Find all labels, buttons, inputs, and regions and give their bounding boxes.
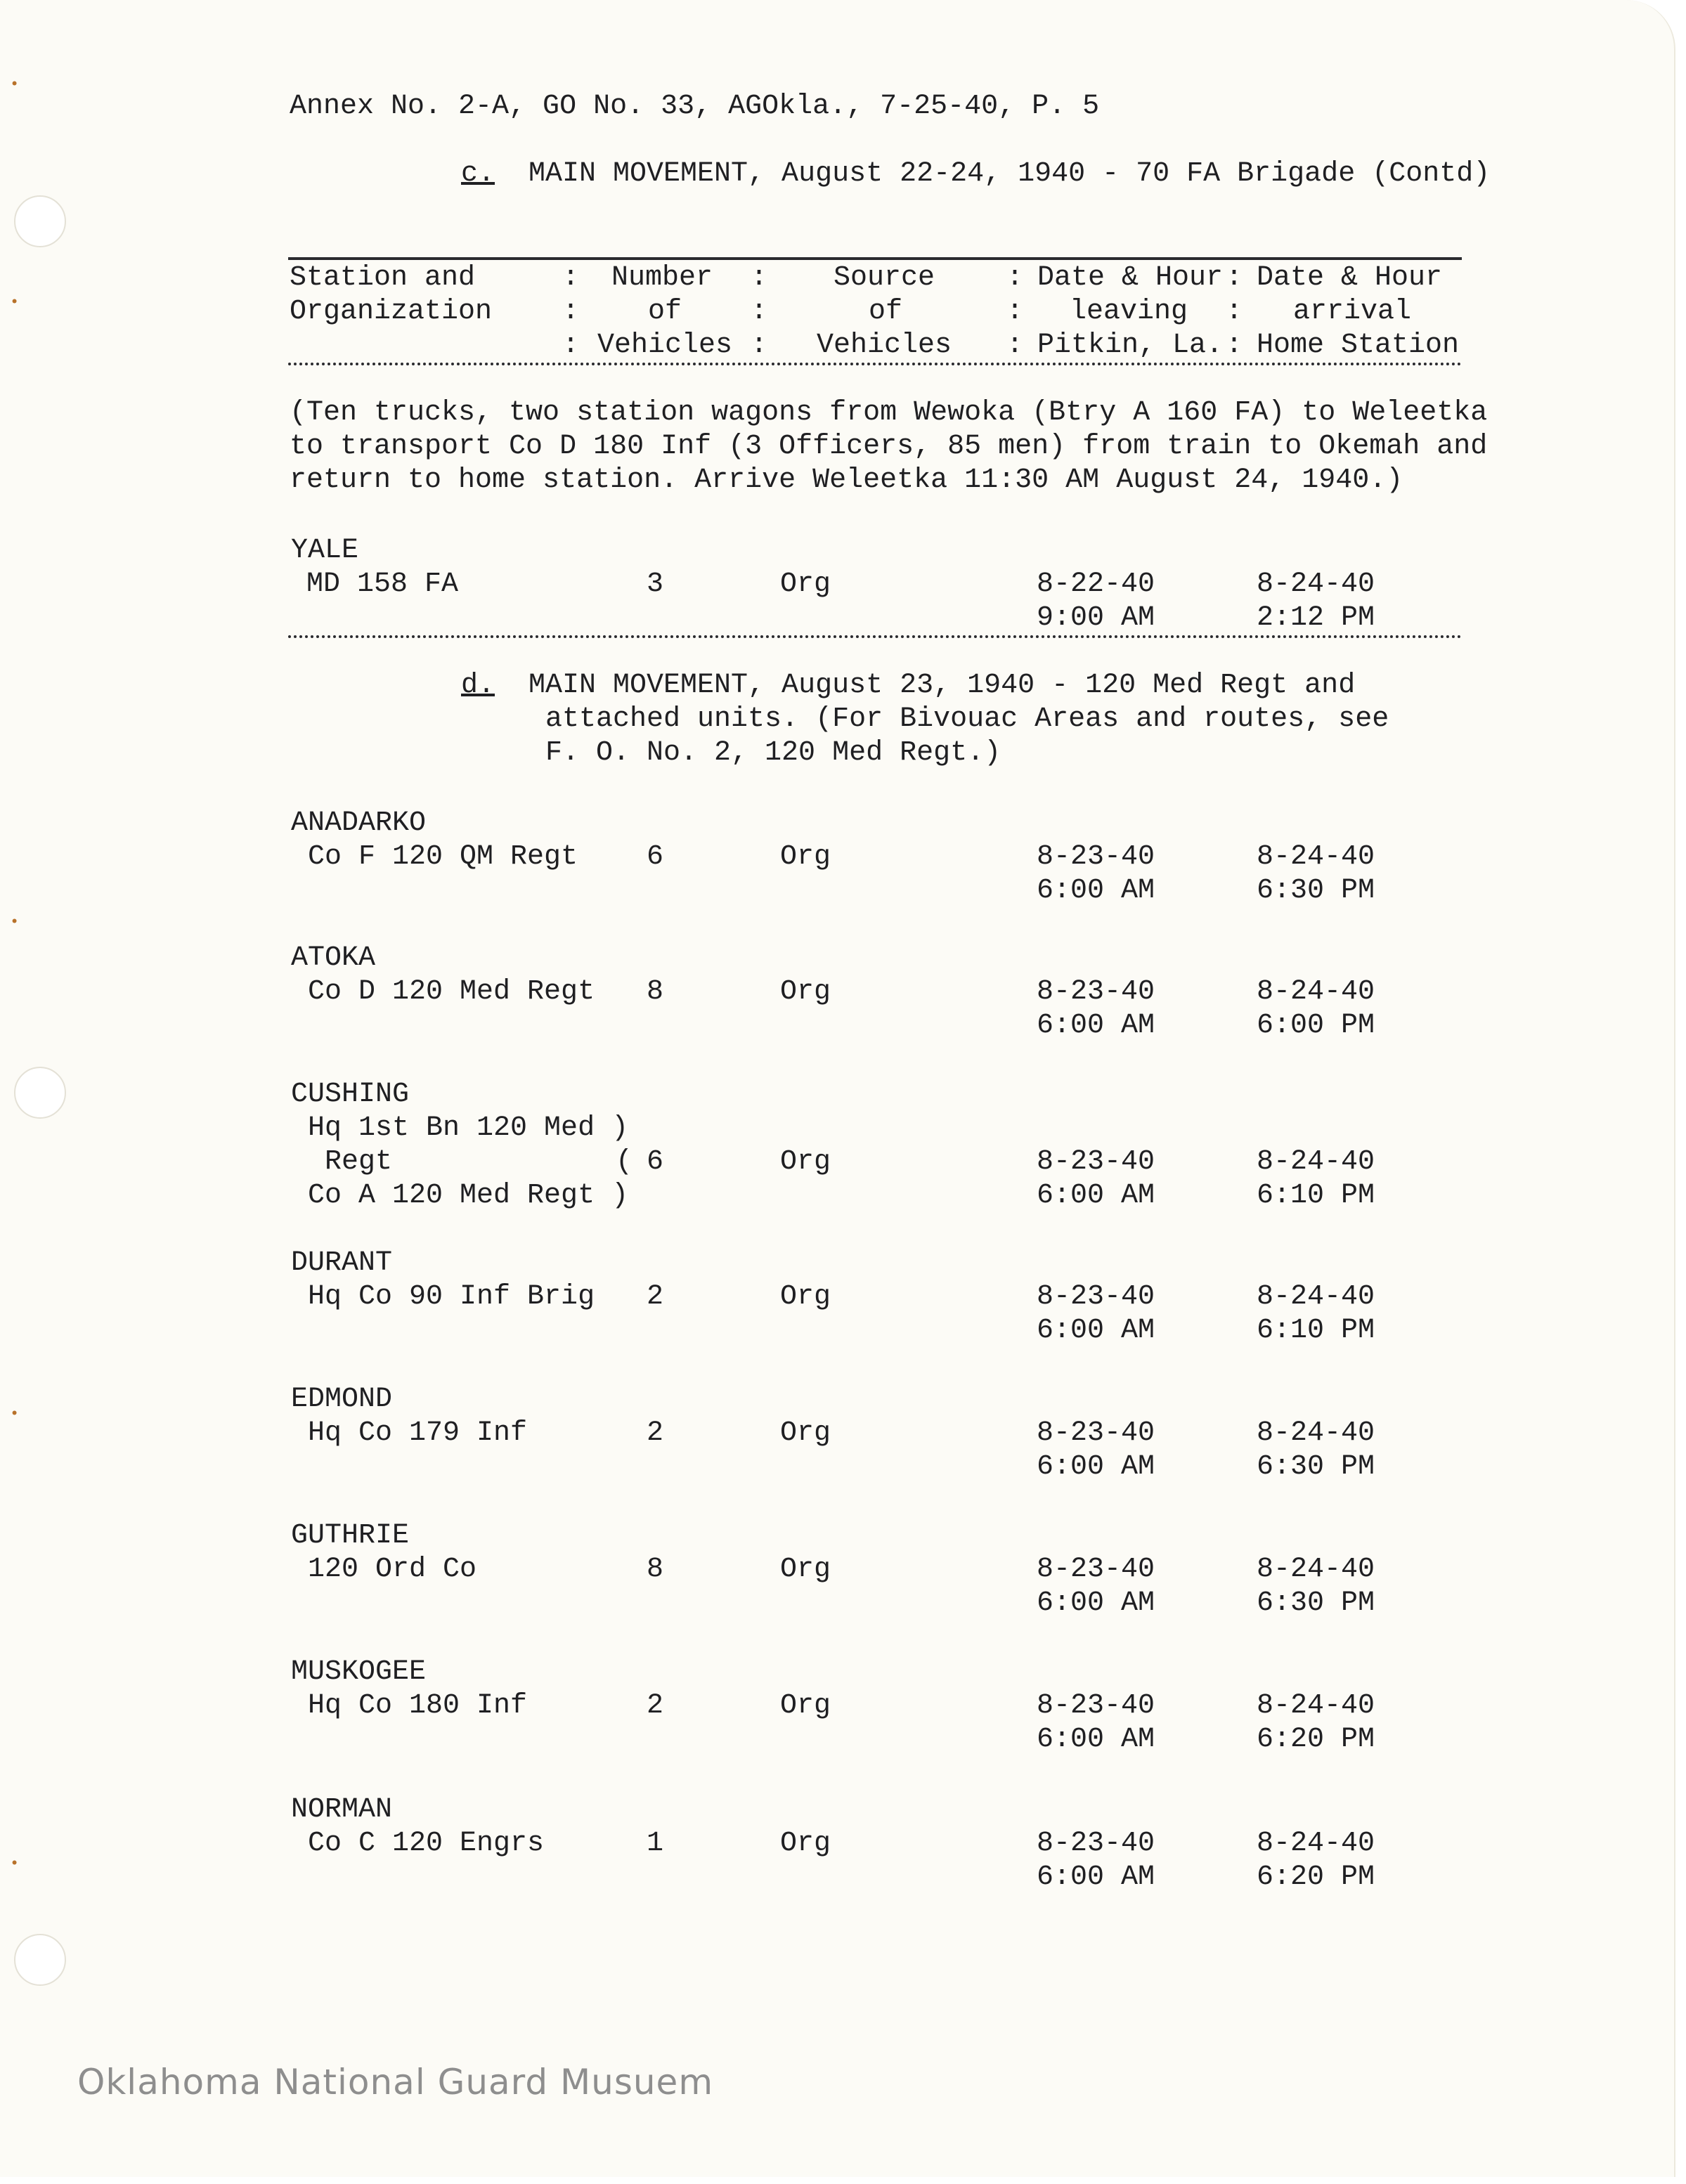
arrival-time: 2:12 PM bbox=[1257, 602, 1375, 634]
organization: MD 158 FA bbox=[306, 568, 459, 600]
leave-date: 8-23-40 bbox=[1037, 1146, 1155, 1178]
leave-date: 8-23-40 bbox=[1037, 1690, 1155, 1722]
section-d-line: MAIN MOVEMENT, August 23, 1940 - 120 Med Regt and bbox=[529, 670, 1356, 701]
station-name: CUSHING bbox=[291, 1079, 410, 1110]
header-colon: : bbox=[1226, 296, 1243, 327]
arrival-time: 6:20 PM bbox=[1257, 1724, 1375, 1755]
vehicle-count: 3 bbox=[647, 568, 664, 600]
organization: Hq Co 180 Inf bbox=[308, 1690, 528, 1722]
header-vehicles-line3: Vehicles bbox=[597, 330, 733, 361]
vehicle-source: Org bbox=[780, 1828, 831, 1859]
arrival-time: 6:30 PM bbox=[1257, 875, 1375, 906]
station-name: MUSKOGEE bbox=[291, 1656, 427, 1688]
paper-speck: • bbox=[10, 294, 20, 311]
leave-time: 6:00 AM bbox=[1037, 1315, 1155, 1346]
leave-date: 8-23-40 bbox=[1037, 976, 1155, 1008]
section-d-letter: d. bbox=[461, 670, 495, 701]
leave-date: 8-23-40 bbox=[1037, 841, 1155, 873]
section-c-title: MAIN MOVEMENT, August 22-24, 1940 - 70 FA Brigade (Contd) bbox=[529, 158, 1491, 190]
header-bottom-rule bbox=[288, 363, 1462, 365]
header-leaving-line2: leaving bbox=[1070, 296, 1188, 327]
vehicle-count: 6 bbox=[647, 841, 664, 873]
header-colon: : bbox=[1006, 330, 1024, 361]
header-vehicles-line1: Number bbox=[611, 262, 713, 294]
leave-time: 6:00 AM bbox=[1037, 1861, 1155, 1893]
header-colon: : bbox=[562, 330, 580, 361]
header-colon: : bbox=[1006, 296, 1024, 327]
note-line: (Ten trucks, two station wagons from Wewoka (Btry A 160 FA) to Weleetka bbox=[290, 397, 1488, 429]
station-name: GUTHRIE bbox=[291, 1520, 410, 1552]
organization: 120 Ord Co bbox=[308, 1554, 477, 1585]
punch-hole bbox=[14, 1934, 66, 1986]
note-line: return to home station. Arrive Weleetka 11:30 AM August 24, 1940.) bbox=[290, 464, 1403, 496]
header-source-line2: of bbox=[869, 296, 903, 327]
organization: Co F 120 QM Regt bbox=[308, 841, 578, 873]
vehicle-source: Org bbox=[780, 841, 831, 873]
station-name: EDMOND bbox=[291, 1384, 393, 1415]
arrival-time: 6:30 PM bbox=[1257, 1587, 1375, 1619]
museum-watermark: Oklahoma National Guard Musuem bbox=[77, 2062, 714, 2102]
station-name: DURANT bbox=[291, 1247, 393, 1279]
arrival-time: 6:30 PM bbox=[1257, 1451, 1375, 1483]
arrival-date: 8-24-40 bbox=[1257, 568, 1375, 600]
header-arrival-line1: Date & Hour bbox=[1257, 262, 1443, 294]
vehicle-source: Org bbox=[780, 1554, 831, 1585]
arrival-date: 8-24-40 bbox=[1257, 1417, 1375, 1449]
vehicle-count: 2 bbox=[647, 1281, 664, 1313]
paper-speck: • bbox=[10, 76, 20, 93]
bracket: ( bbox=[616, 1146, 633, 1178]
leave-date: 8-22-40 bbox=[1037, 568, 1155, 600]
leave-date: 8-23-40 bbox=[1037, 1828, 1155, 1859]
section-d-line: attached units. (For Bivouac Areas and routes, see bbox=[545, 703, 1389, 735]
header-station-line2: Organization bbox=[290, 296, 493, 327]
arrival-time: 6:00 PM bbox=[1257, 1010, 1375, 1041]
leave-date: 8-23-40 bbox=[1037, 1417, 1155, 1449]
vehicle-source: Org bbox=[780, 1281, 831, 1313]
arrival-date: 8-24-40 bbox=[1257, 976, 1375, 1008]
header-leaving-line1: Date & Hour bbox=[1037, 262, 1224, 294]
vehicle-source: Org bbox=[780, 1146, 831, 1178]
arrival-time: 6:10 PM bbox=[1257, 1315, 1375, 1346]
header-top-rule bbox=[288, 257, 1462, 260]
annex-reference: Annex No. 2-A, GO No. 33, AGOkla., 7-25-40, P. 5 bbox=[290, 91, 1100, 122]
station-name: YALE bbox=[291, 535, 359, 566]
leave-time: 6:00 AM bbox=[1037, 1587, 1155, 1619]
station-name: NORMAN bbox=[291, 1794, 393, 1826]
organization: Regt bbox=[325, 1146, 393, 1178]
header-station-line1: Station and bbox=[290, 262, 476, 294]
header-source-line1: Source bbox=[834, 262, 935, 294]
arrival-time: 6:10 PM bbox=[1257, 1180, 1375, 1211]
leave-date: 8-23-40 bbox=[1037, 1281, 1155, 1313]
leave-time: 6:00 AM bbox=[1037, 1180, 1155, 1211]
arrival-date: 8-24-40 bbox=[1257, 1690, 1375, 1722]
leave-date: 8-23-40 bbox=[1037, 1554, 1155, 1585]
arrival-date: 8-24-40 bbox=[1257, 1281, 1375, 1313]
leave-time: 6:00 AM bbox=[1037, 1724, 1155, 1755]
header-colon: : bbox=[751, 262, 768, 294]
header-leaving-line3: Pitkin, La. bbox=[1037, 330, 1224, 361]
header-colon: : bbox=[751, 330, 768, 361]
vehicle-source: Org bbox=[780, 1417, 831, 1449]
leave-time: 9:00 AM bbox=[1037, 602, 1155, 634]
organization: Hq 1st Bn 120 Med ) bbox=[308, 1112, 629, 1144]
header-arrival-line2: arrival bbox=[1293, 296, 1412, 327]
organization: Hq Co 179 Inf bbox=[308, 1417, 528, 1449]
leave-time: 6:00 AM bbox=[1037, 875, 1155, 906]
header-colon: : bbox=[562, 262, 580, 294]
header-source-line3: Vehicles bbox=[817, 330, 952, 361]
header-vehicles-line2: of bbox=[648, 296, 682, 327]
vehicle-count: 8 bbox=[647, 1554, 664, 1585]
organization: Co A 120 Med Regt ) bbox=[308, 1180, 629, 1211]
vehicle-count: 1 bbox=[647, 1828, 664, 1859]
leave-time: 6:00 AM bbox=[1037, 1451, 1155, 1483]
station-name: ATOKA bbox=[291, 942, 376, 974]
note-line: to transport Co D 180 Inf (3 Officers, 85 men) from train to Okemah and bbox=[290, 431, 1488, 462]
section-divider-rule bbox=[288, 635, 1462, 638]
punch-hole bbox=[14, 1067, 66, 1119]
header-colon: : bbox=[562, 296, 580, 327]
paper-speck: • bbox=[10, 1855, 20, 1873]
header-colon: : bbox=[1226, 330, 1243, 361]
arrival-date: 8-24-40 bbox=[1257, 841, 1375, 873]
header-colon: : bbox=[1006, 262, 1024, 294]
header-colon: : bbox=[1226, 262, 1243, 294]
vehicle-count: 8 bbox=[647, 976, 664, 1008]
station-name: ANADARKO bbox=[291, 807, 427, 839]
punch-hole bbox=[14, 195, 66, 247]
arrival-date: 8-24-40 bbox=[1257, 1554, 1375, 1585]
organization: Co C 120 Engrs bbox=[308, 1828, 545, 1859]
arrival-time: 6:20 PM bbox=[1257, 1861, 1375, 1893]
vehicle-count: 2 bbox=[647, 1690, 664, 1722]
header-arrival-line3: Home Station bbox=[1257, 330, 1460, 361]
arrival-date: 8-24-40 bbox=[1257, 1146, 1375, 1178]
organization: Co D 120 Med Regt bbox=[308, 976, 595, 1008]
vehicle-source: Org bbox=[780, 1690, 831, 1722]
organization: Hq Co 90 Inf Brig bbox=[308, 1281, 595, 1313]
leave-time: 6:00 AM bbox=[1037, 1010, 1155, 1041]
paper-speck: • bbox=[10, 914, 20, 931]
arrival-date: 8-24-40 bbox=[1257, 1828, 1375, 1859]
vehicle-source: Org bbox=[780, 568, 831, 600]
paper-speck: • bbox=[10, 1405, 20, 1423]
vehicle-count: 6 bbox=[647, 1146, 664, 1178]
vehicle-count: 2 bbox=[647, 1417, 664, 1449]
header-colon: : bbox=[751, 296, 768, 327]
vehicle-source: Org bbox=[780, 976, 831, 1008]
section-d-line: F. O. No. 2, 120 Med Regt.) bbox=[545, 737, 1001, 769]
section-c-letter: c. bbox=[461, 158, 495, 190]
